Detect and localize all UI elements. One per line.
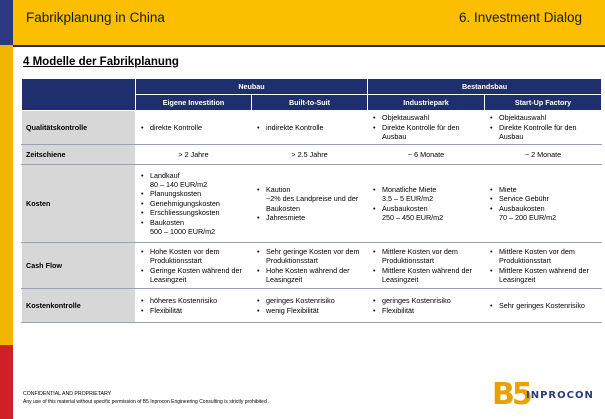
bullet-item: • Monatliche Miete 3.5 – 5 EUR/m2 xyxy=(372,185,480,204)
bullet-item: • Objektauswahl xyxy=(489,113,597,122)
footer-disclaimer: Any use of this material without specific permission of B5 Inprocon Engineering Consulting is strictly prohibited . xyxy=(23,398,270,405)
header-rule xyxy=(13,45,605,47)
table-cell xyxy=(368,243,485,289)
bullet-item: • geringes Kostenrisiko xyxy=(256,296,363,305)
table-cell: ~ 2 Monate xyxy=(485,145,602,165)
bullet-item: • Kaution ~2% des Landpreise und der Baukosten xyxy=(256,185,363,213)
table-cell xyxy=(252,165,368,243)
section-title: 6. Investment Dialog xyxy=(458,10,582,25)
row-label: Qualitätskontrolle xyxy=(22,111,136,145)
bullet-item: • Hohe Kosten während der Leasingzeit xyxy=(256,266,363,285)
bullet-list xyxy=(372,247,480,284)
table-body xyxy=(22,111,602,323)
table-cell xyxy=(136,243,252,289)
group-header-neubau: Neubau xyxy=(136,79,368,95)
column-header-industriepark: Industriepark xyxy=(368,95,485,111)
bullet-item: • Planungskosten xyxy=(140,189,247,198)
table-cell xyxy=(485,289,602,323)
bullet-item: • direkte Kontrolle xyxy=(140,123,247,132)
logo-text: INPROCON xyxy=(526,390,594,401)
bullet-item: • Ausbaukosten 70 – 200 EUR/m2 xyxy=(489,204,597,223)
bullet-item: • Baukosten 500 – 1000 EUR/m2 xyxy=(140,218,247,237)
row-label: Kosten xyxy=(22,165,136,243)
bullet-item: • Service Gebühr xyxy=(489,194,597,203)
side-stripe xyxy=(0,0,13,419)
bullet-item: • Erschliessungskosten xyxy=(140,208,247,217)
slide-subtitle: 4 Modelle der Fabrikplanung xyxy=(23,56,179,68)
bullet-list xyxy=(372,296,480,315)
bullet-list xyxy=(140,123,247,132)
table-cell: ~ 6 Monate xyxy=(368,145,485,165)
table-cell xyxy=(368,165,485,243)
bullet-item: • Mittlere Kosten vor dem Produktionsstart xyxy=(489,247,597,266)
row-label: Kostenkontrolle xyxy=(22,289,136,323)
bullet-list xyxy=(489,113,597,141)
bullet-list xyxy=(489,301,597,310)
bullet-item: • Miete xyxy=(489,185,597,194)
corner-header xyxy=(22,79,136,111)
bullet-item: • Ausbaukosten 250 – 450 EUR/m2 xyxy=(372,204,480,223)
bullet-list xyxy=(140,171,247,237)
side-stripe-blue xyxy=(0,0,13,45)
row-label: Zeitschiene xyxy=(22,145,136,165)
table-cell xyxy=(485,243,602,289)
table-cell xyxy=(485,111,602,145)
column-header-built-to-suit: Built-to-Suit xyxy=(252,95,368,111)
column-header-eigene-investition: Eigene Investition xyxy=(136,95,252,111)
bullet-list xyxy=(256,185,363,222)
bullet-item: • Mittlere Kosten während der Leasingzeit xyxy=(489,266,597,285)
bullet-list xyxy=(140,296,247,315)
bullet-list xyxy=(372,113,480,141)
table-cell xyxy=(485,165,602,243)
row-label: Cash Flow xyxy=(22,243,136,289)
comparison-table xyxy=(21,78,602,323)
bullet-item: • geringes Kostenrisiko xyxy=(372,296,480,305)
bullet-list xyxy=(372,185,480,222)
table-cell xyxy=(252,289,368,323)
bullet-item: • Mittlere Kosten vor dem Produktionsstart xyxy=(372,247,480,266)
bullet-item: • Flexibilität xyxy=(372,306,480,315)
bullet-list xyxy=(256,123,363,132)
logo-mark: B5 xyxy=(492,377,530,412)
bullet-item: • Sehr geringes Kostenrisiko xyxy=(489,301,597,310)
bullet-item: • wenig Flexibilität xyxy=(256,306,363,315)
table-cell xyxy=(136,165,252,243)
bullet-item: • Jahresmiete xyxy=(256,213,363,222)
bullet-item: • Objektauswahl xyxy=(372,113,480,122)
bullet-item: • Genehmigungskosten xyxy=(140,199,247,208)
bullet-item: • Flexibilität xyxy=(140,306,247,315)
bullet-item: • Direkte Kontrolle für den Ausbau xyxy=(489,123,597,142)
footer xyxy=(23,391,270,406)
table-row xyxy=(22,145,602,165)
table-cell xyxy=(368,111,485,145)
side-stripe-yellow xyxy=(0,45,13,345)
table-cell: > 2 Jahre xyxy=(136,145,252,165)
bullet-list xyxy=(256,247,363,284)
bullet-list xyxy=(489,185,597,222)
table-cell xyxy=(252,111,368,145)
bullet-list xyxy=(256,296,363,315)
bullet-item: • höheres Kostenrisiko xyxy=(140,296,247,305)
table-cell xyxy=(136,111,252,145)
company-logo xyxy=(492,378,604,416)
bullet-item: • Geringe Kosten während der Leasingzeit xyxy=(140,266,247,285)
table-row xyxy=(22,165,602,243)
column-header-start-up-factory: Start-Up Factory xyxy=(485,95,602,111)
table-row xyxy=(22,243,602,289)
table-cell: > 2.5 Jahre xyxy=(252,145,368,165)
side-stripe-red xyxy=(0,345,13,419)
table-row xyxy=(22,111,602,145)
bullet-item: • Sehr geringe Kosten vor dem Produktionsstart xyxy=(256,247,363,266)
table-row xyxy=(22,289,602,323)
bullet-item: • Mittlere Kosten während der Leasingzeit xyxy=(372,266,480,285)
group-header-bestandsbau: Bestandsbau xyxy=(368,79,602,95)
bullet-item: • Hohe Kosten vor dem Produktionsstart xyxy=(140,247,247,266)
bullet-list xyxy=(140,247,247,284)
table-cell xyxy=(136,289,252,323)
bullet-item: • Direkte Kontrolle für den Ausbau xyxy=(372,123,480,142)
slide-header xyxy=(13,0,605,45)
table-cell xyxy=(368,289,485,323)
table-cell xyxy=(252,243,368,289)
bullet-list xyxy=(489,247,597,284)
bullet-item: • Landkauf 80 – 140 EUR/m2 xyxy=(140,171,247,190)
slide-title: Fabrikplanung in China xyxy=(26,10,165,25)
bullet-item: • indirekte Kontrolle xyxy=(256,123,363,132)
footer-confidential: CONFIDENTIAL AND PROPRIETARY xyxy=(23,391,112,397)
